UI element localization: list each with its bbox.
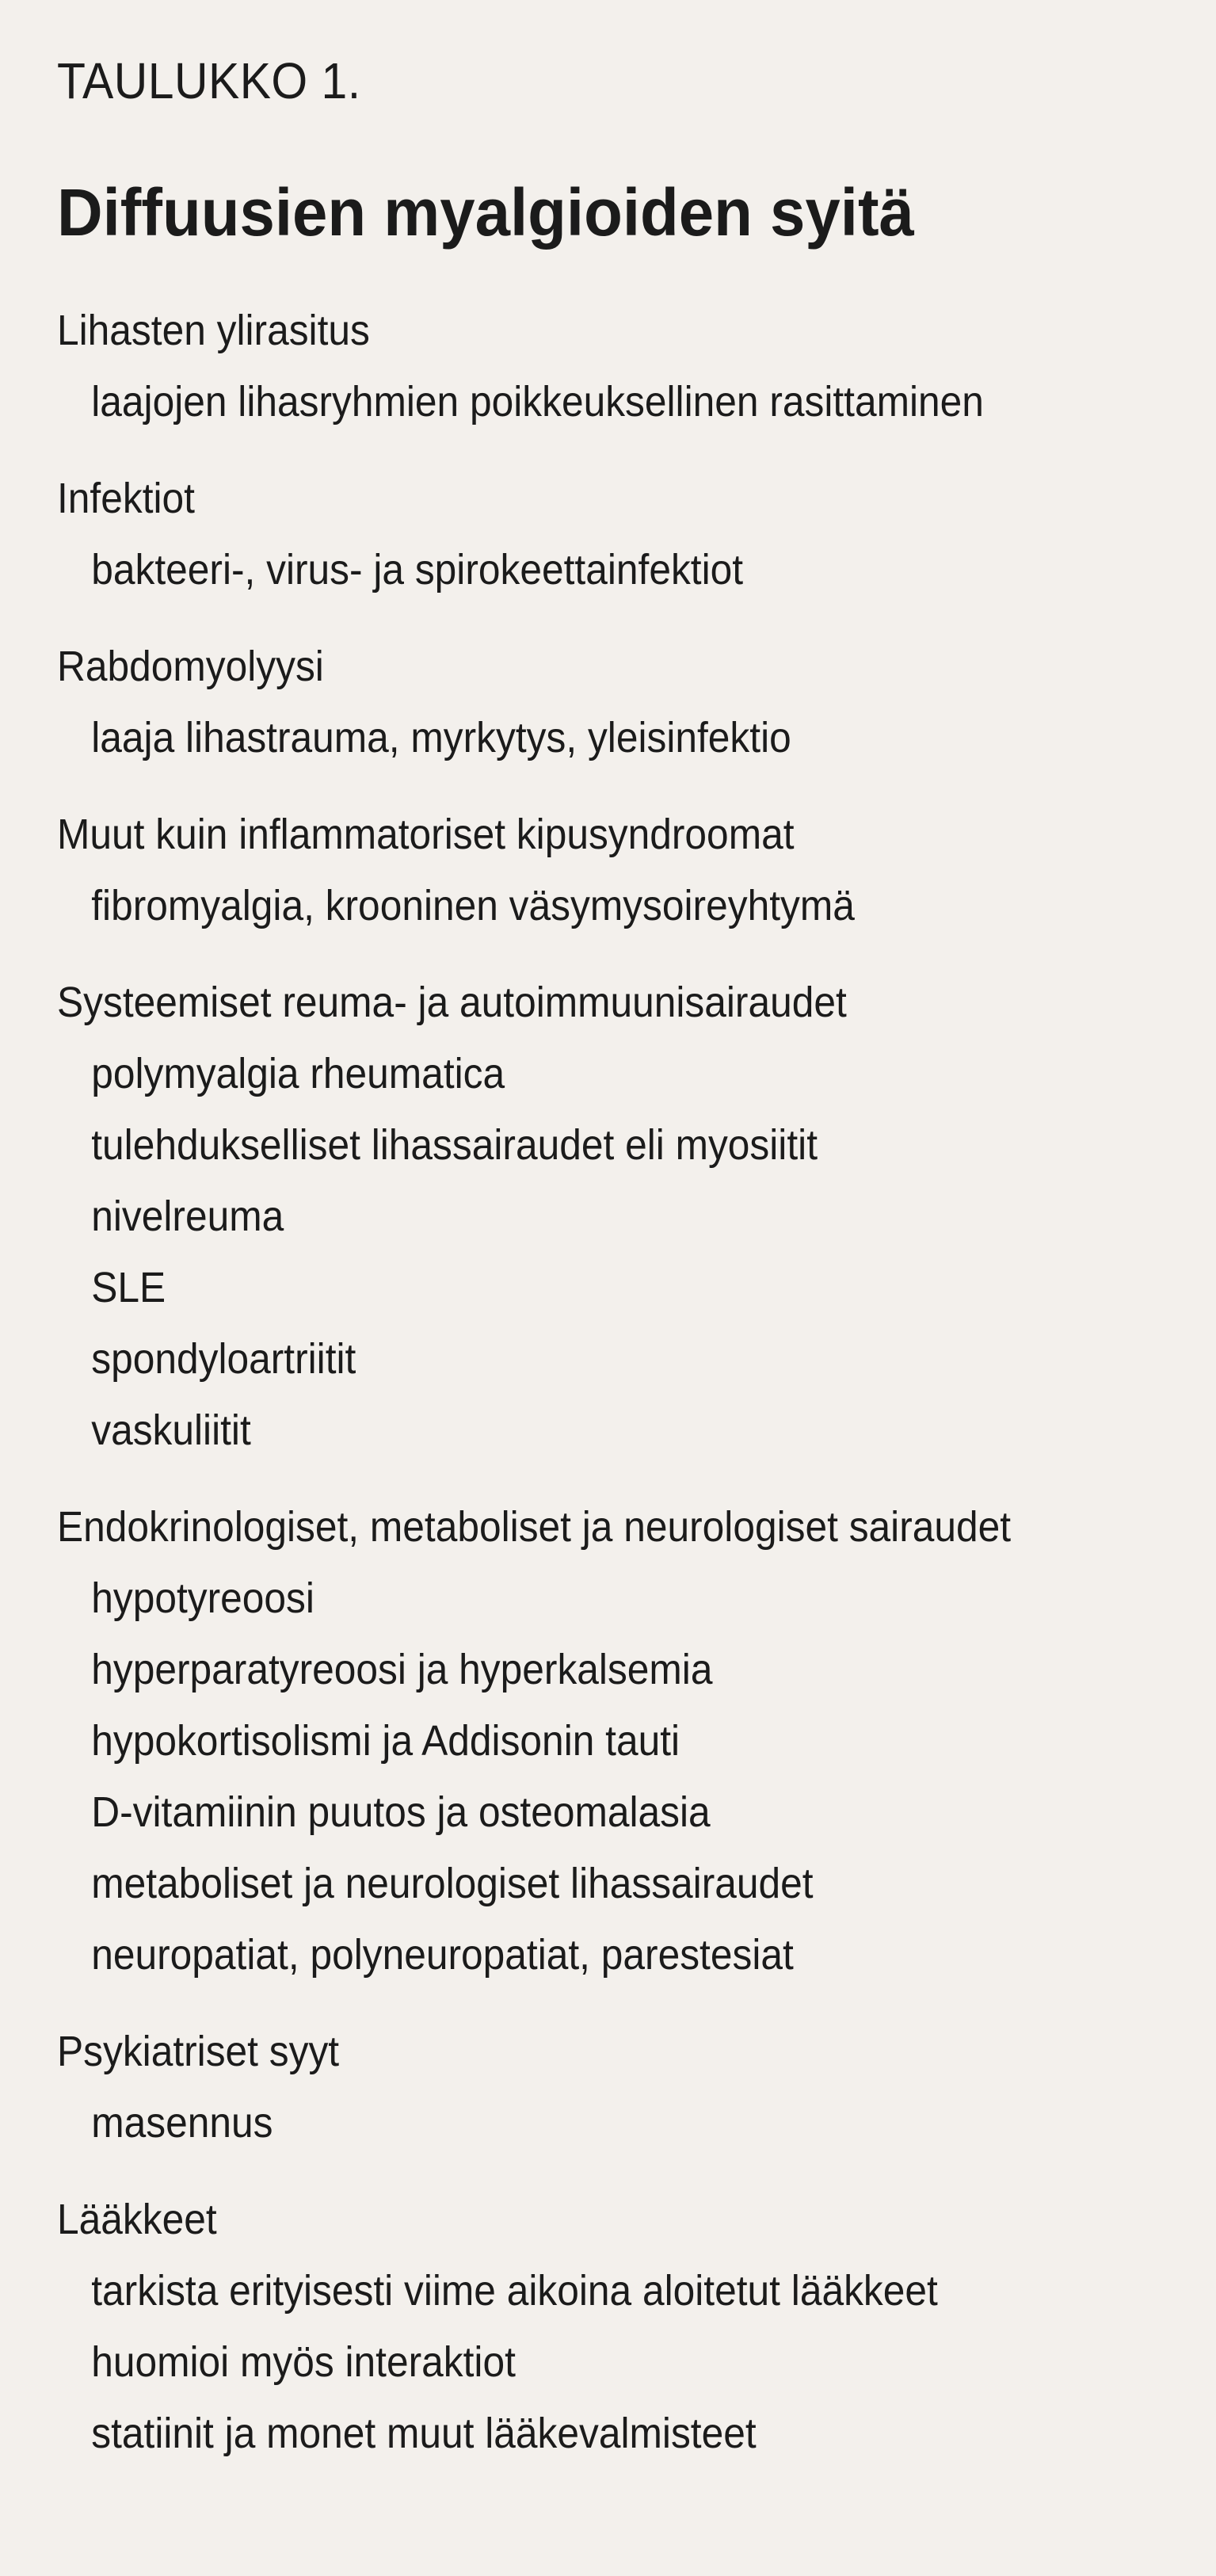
- list-item: hypotyreoosi: [91, 1574, 314, 1622]
- group-pain-syndromes: [57, 799, 1159, 941]
- group-heading: Psykiatriset syyt: [57, 2028, 340, 2075]
- group-rheumatic: [57, 967, 1159, 1466]
- cause-groups: [57, 295, 1159, 2469]
- list-item: tulehdukselliset lihassairaudet eli myosiitit: [91, 1121, 818, 1169]
- list-item: spondyloartriitit: [91, 1335, 356, 1383]
- list-item: hypokortisolismi ja Addisonin tauti: [91, 1717, 680, 1765]
- list-item: masennus: [91, 2099, 273, 2147]
- group-infections: [57, 463, 1159, 605]
- list-item: bakteeri-, virus- ja spirokeettainfektiot: [91, 546, 744, 593]
- list-item: neuropatiat, polyneuropatiat, parestesiat: [91, 1931, 794, 1979]
- group-heading: Rabdomyolyysi: [57, 643, 324, 690]
- group-psychiatric: [57, 2016, 1159, 2158]
- list-item: tarkista erityisesti viime aikoina aloitetut lääkkeet: [91, 2267, 938, 2315]
- group-endocrine: [57, 1491, 1159, 1990]
- group-heading: Systeemiset reuma- ja autoimmuunisairaudet: [57, 979, 847, 1026]
- group-heading: Infektiot: [57, 475, 195, 522]
- group-medications: [57, 2184, 1159, 2469]
- list-item: SLE: [91, 1264, 166, 1311]
- list-item: hyperparatyreoosi ja hyperkalsemia: [91, 1646, 713, 1693]
- list-item: laaja lihastrauma, myrkytys, yleisinfektio: [91, 714, 791, 761]
- list-item: huomioi myös interaktiot: [91, 2338, 516, 2386]
- list-item: fibromyalgia, krooninen väsymysoireyhtymä: [91, 882, 855, 929]
- list-item: vaskuliitit: [91, 1406, 251, 1454]
- group-heading: Lääkkeet: [57, 2196, 217, 2243]
- group-overexertion: [57, 295, 1159, 437]
- table-label: TAULUKKO 1.: [57, 52, 361, 109]
- table-title: Diffuusien myalgioiden syitä: [57, 175, 914, 250]
- list-item: polymyalgia rheumatica: [91, 1050, 505, 1097]
- list-item: laajojen lihasryhmien poikkeuksellinen rasittaminen: [91, 378, 984, 426]
- group-heading: Muut kuin inflammatoriset kipusyndroomat: [57, 811, 795, 858]
- list-item: nivelreuma: [91, 1193, 284, 1240]
- list-item: metaboliset ja neurologiset lihassairaudet: [91, 1860, 814, 1907]
- group-heading: Lihasten ylirasitus: [57, 307, 370, 354]
- group-heading: Endokrinologiset, metaboliset ja neurologiset sairaudet: [57, 1503, 1012, 1551]
- list-item: statiinit ja monet muut lääkevalmisteet: [91, 2410, 757, 2457]
- list-item: D-vitamiinin puutos ja osteomalasia: [91, 1788, 711, 1836]
- group-rhabdomyolysis: [57, 631, 1159, 773]
